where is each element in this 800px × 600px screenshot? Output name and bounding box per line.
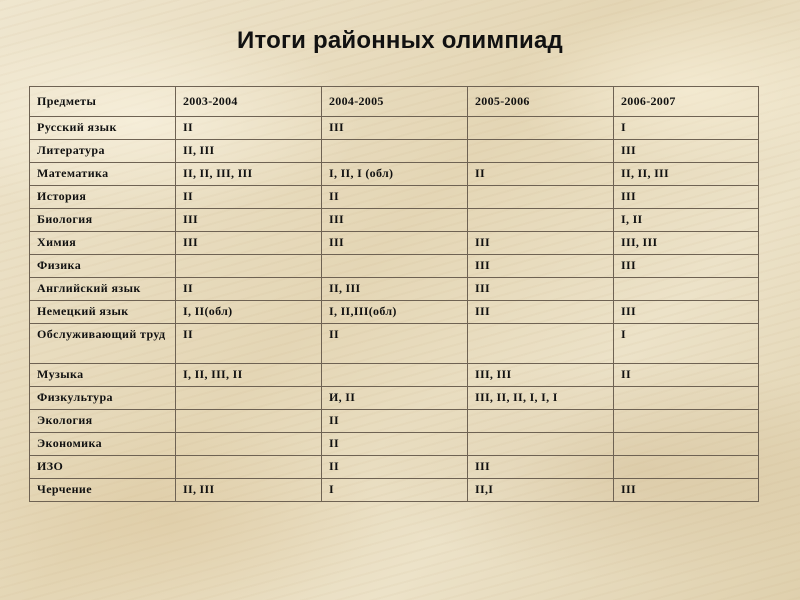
result-cell: II bbox=[614, 364, 759, 387]
result-cell: I, II, I (обл) bbox=[322, 163, 468, 186]
table-row bbox=[30, 433, 759, 456]
result-cell bbox=[468, 186, 614, 209]
subject-cell: Русский язык bbox=[30, 117, 176, 140]
result-cell: II, II, III bbox=[614, 163, 759, 186]
column-header-year: 2006-2007 bbox=[614, 87, 759, 117]
result-cell: II bbox=[322, 324, 468, 364]
result-cell: II bbox=[322, 410, 468, 433]
subject-cell: Экология bbox=[30, 410, 176, 433]
result-cell bbox=[614, 278, 759, 301]
result-cell bbox=[614, 456, 759, 479]
result-cell: II, II, III, III bbox=[176, 163, 322, 186]
page-title: Итоги районных олимпиад bbox=[237, 27, 563, 54]
result-cell bbox=[468, 117, 614, 140]
result-cell: III bbox=[468, 255, 614, 278]
result-cell: II,I bbox=[468, 479, 614, 502]
subject-cell: Химия bbox=[30, 232, 176, 255]
result-cell: II bbox=[176, 117, 322, 140]
result-cell bbox=[176, 456, 322, 479]
result-cell bbox=[176, 387, 322, 410]
result-cell bbox=[614, 410, 759, 433]
column-header-year: 2005-2006 bbox=[468, 87, 614, 117]
subject-cell: Физика bbox=[30, 255, 176, 278]
table-body bbox=[30, 87, 759, 502]
result-cell bbox=[176, 433, 322, 456]
result-cell bbox=[468, 209, 614, 232]
result-cell: III, III bbox=[468, 364, 614, 387]
result-cell: III bbox=[468, 301, 614, 324]
result-cell: III bbox=[322, 209, 468, 232]
subject-cell: Черчение bbox=[30, 479, 176, 502]
result-cell: И, II bbox=[322, 387, 468, 410]
table-row bbox=[30, 117, 759, 140]
column-header-subjects: Предметы bbox=[30, 87, 176, 117]
result-cell: I, II, III, II bbox=[176, 364, 322, 387]
result-cell: III bbox=[614, 479, 759, 502]
subject-cell: Экономика bbox=[30, 433, 176, 456]
table-row bbox=[30, 387, 759, 410]
result-cell: III bbox=[614, 255, 759, 278]
table-row bbox=[30, 186, 759, 209]
result-cell bbox=[322, 255, 468, 278]
result-cell: I bbox=[614, 117, 759, 140]
result-cell bbox=[322, 364, 468, 387]
result-cell: II, III bbox=[176, 479, 322, 502]
result-cell: I, II(обл) bbox=[176, 301, 322, 324]
result-cell bbox=[176, 255, 322, 278]
subject-cell: Обслуживающий труд bbox=[30, 324, 176, 364]
result-cell: II bbox=[322, 456, 468, 479]
subject-cell: История bbox=[30, 186, 176, 209]
result-cell: III, III bbox=[614, 232, 759, 255]
result-cell bbox=[614, 433, 759, 456]
result-cell bbox=[322, 140, 468, 163]
result-cell: III bbox=[322, 117, 468, 140]
result-cell: I, II bbox=[614, 209, 759, 232]
subject-cell: Литература bbox=[30, 140, 176, 163]
column-header-year: 2004-2005 bbox=[322, 87, 468, 117]
result-cell: III bbox=[614, 186, 759, 209]
result-cell bbox=[614, 387, 759, 410]
result-cell: II bbox=[322, 186, 468, 209]
result-cell: III bbox=[468, 232, 614, 255]
result-cell: III bbox=[468, 278, 614, 301]
table-row bbox=[30, 232, 759, 255]
result-cell bbox=[468, 140, 614, 163]
result-cell: II bbox=[176, 186, 322, 209]
result-cell: I, II,III(обл) bbox=[322, 301, 468, 324]
table-row bbox=[30, 364, 759, 387]
table-row bbox=[30, 301, 759, 324]
result-cell: III bbox=[176, 209, 322, 232]
subject-cell: Физкультура bbox=[30, 387, 176, 410]
table-row bbox=[30, 324, 759, 364]
table-row bbox=[30, 255, 759, 278]
result-cell: II bbox=[322, 433, 468, 456]
result-cell: II, III bbox=[322, 278, 468, 301]
subject-cell: Английский язык bbox=[30, 278, 176, 301]
result-cell: II, III bbox=[176, 140, 322, 163]
subject-cell: ИЗО bbox=[30, 456, 176, 479]
result-cell bbox=[468, 324, 614, 364]
result-cell bbox=[468, 410, 614, 433]
subject-cell: Биология bbox=[30, 209, 176, 232]
result-cell: III, II, II, I, I, I bbox=[468, 387, 614, 410]
result-cell: II bbox=[176, 324, 322, 364]
result-cell: III bbox=[614, 140, 759, 163]
result-cell: III bbox=[614, 301, 759, 324]
table-row bbox=[30, 278, 759, 301]
table-row bbox=[30, 163, 759, 186]
result-cell bbox=[176, 410, 322, 433]
olympiad-results-table bbox=[29, 86, 759, 502]
subject-cell: Математика bbox=[30, 163, 176, 186]
table-row bbox=[30, 410, 759, 433]
table-row bbox=[30, 479, 759, 502]
table-row bbox=[30, 209, 759, 232]
table-header-row bbox=[30, 87, 759, 117]
subject-cell: Немецкий язык bbox=[30, 301, 176, 324]
table-row bbox=[30, 140, 759, 163]
table-row bbox=[30, 456, 759, 479]
result-cell: II bbox=[468, 163, 614, 186]
result-cell: III bbox=[176, 232, 322, 255]
result-cell: I bbox=[614, 324, 759, 364]
result-cell: II bbox=[176, 278, 322, 301]
subject-cell: Музыка bbox=[30, 364, 176, 387]
column-header-year: 2003-2004 bbox=[176, 87, 322, 117]
result-cell bbox=[468, 433, 614, 456]
result-cell: III bbox=[322, 232, 468, 255]
result-cell: III bbox=[468, 456, 614, 479]
result-cell: I bbox=[322, 479, 468, 502]
